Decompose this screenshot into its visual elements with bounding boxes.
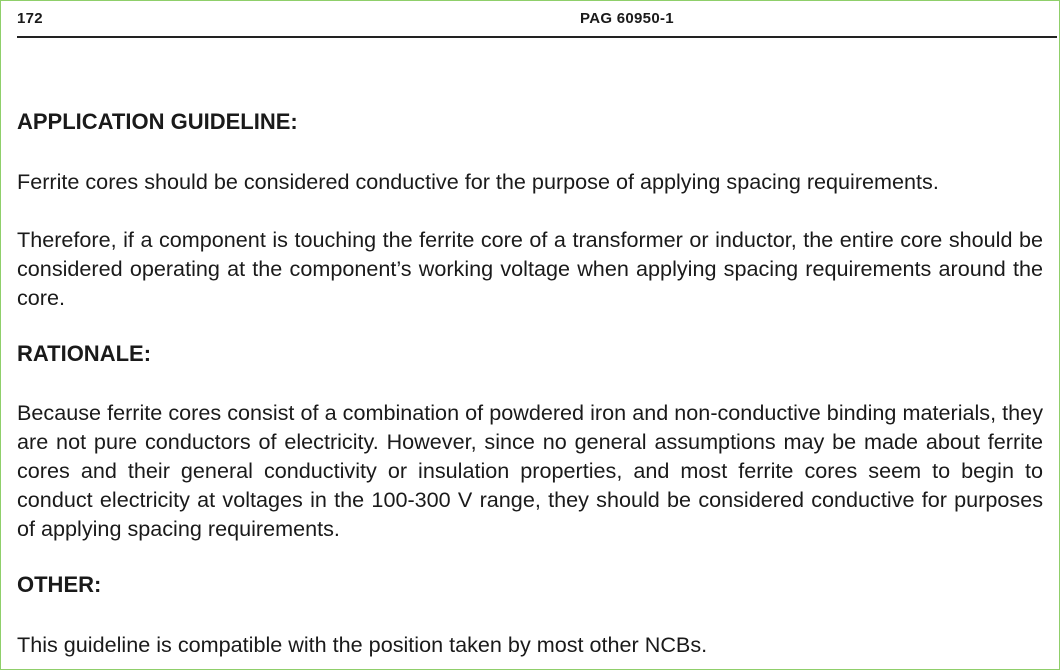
rationale-paragraph: Because ferrite cores consist of a combination of powdered iron and non-conductive binding materials, they are not pure conductors of electricity. However, since no general assumptions may be made about ferrite cores and their general conductivity or insulation properties, and most ferrite cores seem to begin to conduct electricity at voltages in the 100-300 V range, they should be considered conductive for purposes of applying spacing requirements. [17, 400, 1043, 541]
rationale-heading: RATIONALE: [17, 341, 152, 366]
page-number: 172 [17, 10, 43, 27]
other-paragraph: This guideline is compatible with the position taken by most other NCBs. [17, 632, 708, 657]
other-heading: OTHER: [17, 572, 102, 597]
application-guideline-paragraph-2: Therefore, if a component is touching the ferrite core of a transformer or inductor, the entire core should be considered operating at the component’s working voltage when applying spacing requirements around the core. [17, 227, 1043, 310]
application-guideline-paragraph-1: Ferrite cores should be considered conductive for the purpose of applying spacing requirements. [17, 169, 939, 194]
application-guideline-heading: APPLICATION GUIDELINE: [17, 109, 298, 134]
document-title: PAG 60950-1 [580, 10, 674, 27]
page-header [17, 10, 1057, 38]
